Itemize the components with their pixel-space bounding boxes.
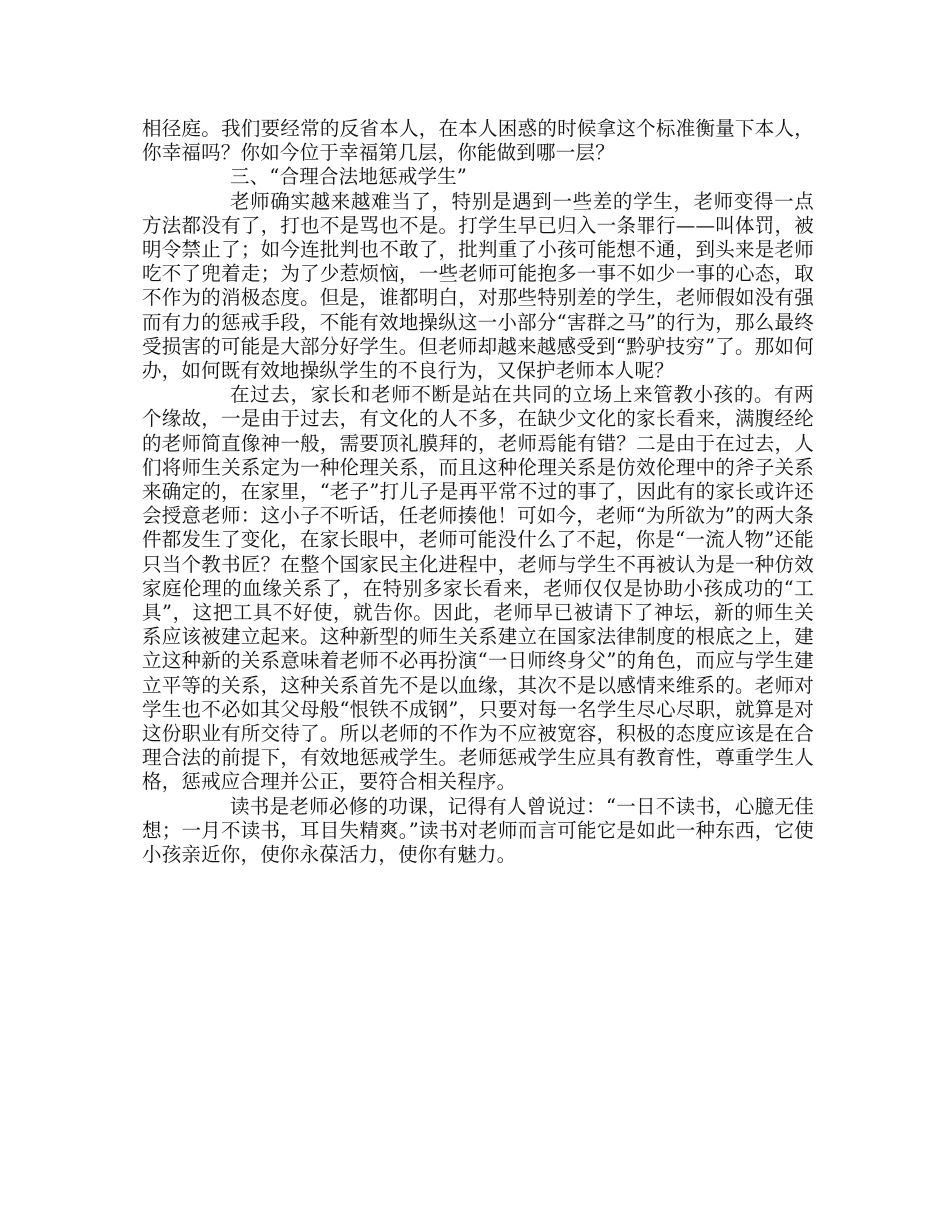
paragraph: 读书是老师必修的功课，记得有人曾说过：“一日不读书，心臆无佳想；一月不读书，耳目失精爽。”读书对老师而言可能它是如此一种东西，它使小孩亲近你，使你永葆活力，使你有魅力。 <box>142 794 814 867</box>
section-heading: 三、“合理合法地惩戒学生” <box>230 165 468 189</box>
paragraph-continuation: 相径庭。我们要经常的反省本人，在本人困惑的时候拿这个标准衡量下本人，你幸福吗？你如今位于幸福第几层，你能做到哪一层？ <box>142 117 814 165</box>
paragraph: 在过去，家长和老师不断是站在共同的立场上来管教小孩的。有两个缘故，一是由于过去，有文化的人不多，在缺少文化的家长看来，满腹经纶的老师简直像神一般，需要顶礼膜拜的，老师焉能有错？二是由于在过去，人们将师生关系定为一种伦理关系，而且这种伦理关系是仿效伦理中的斧子关系来确定的，在家里，“老子”打儿子是再平常不过的事了，因此有的家长或许还会授意老师：这小子不听话，任老师揍他！可如今，老师“为所欲为”的两大条件都发生了变化，在家长眼中，老师可能没什么了不起，你是“一流人物”还能只当个教书匠？在整个国家民主化进程中，老师与学生不再被认为是一种仿效家庭伦理的血缘关系了，在特别多家长看来，老师仅仅是协助小孩成功的“工具”，这把工具不好使，就告你。因此，老师早已被请下了神坛，新的师生关系应该被建立起来。这种新型的师生关系建立在国家法律制度的根底之上，建立这种新的关系意味着老师不必再扮演“一日师终身父”的角色，而应与学生建立平等的关系，这种关系首先不是以血缘，其次不是以感情来维系的。老师对学生也不必如其父母般“恨铁不成钢”，只要对每一名学生尽心尽职，就算是对这份职业有所交待了。所以老师的不作为不应被宽容，积极的态度应该是在合理合法的前提下，有效地惩戒学生。老师惩戒学生应具有教育性，尊重学生人格，惩戒应合理并公正，要符合相关程序。 <box>142 383 814 794</box>
document-body <box>142 117 814 867</box>
paragraph: 老师确实越来越难当了，特别是遇到一些差的学生，老师变得一点方法都没有了，打也不是骂也不是。打学生早已归入一条罪行——叫体罚，被明令禁止了；如今连批判也不敢了，批判重了小孩可能想不通，到头来是老师吃不了兜着走；为了少惹烦恼，一些老师可能抱多一事不如少一事的心态，取不作为的消极态度。但是，谁都明白，对那些特别差的学生，老师假如没有强而有力的惩戒手段，不能有效地操纵这一小部分“害群之马”的行为，那么最终受损害的可能是大部分好学生。但老师却越来越感受到“黔驴技穷”了。那如何办，如何既有效地操纵学生的不良行为，又保护老师本人呢？ <box>142 189 814 383</box>
